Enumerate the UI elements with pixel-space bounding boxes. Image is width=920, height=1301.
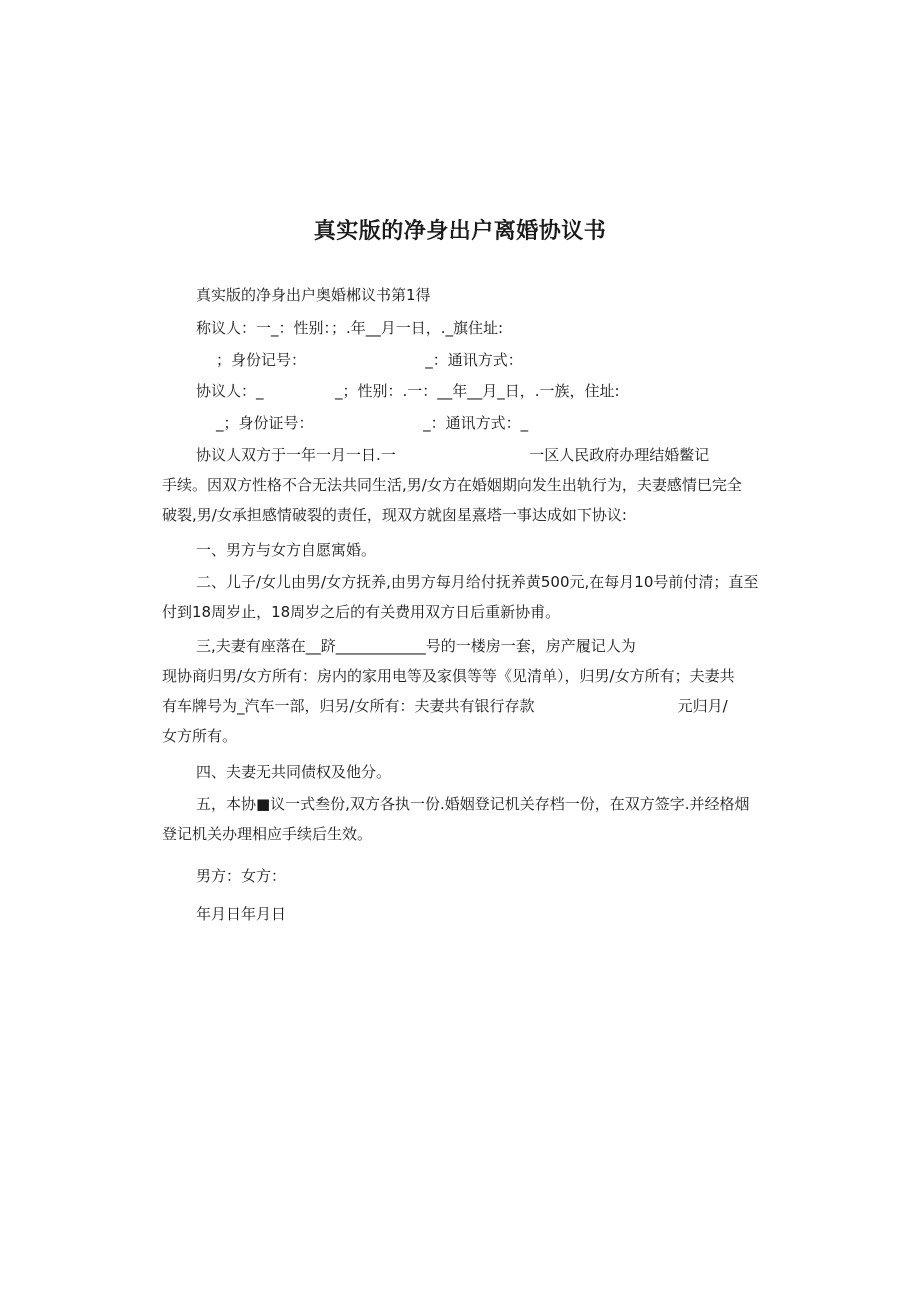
clause-2-row: 二、儿子/女儿由男/女方抚养,由男方每月给付抚养黄500元,在每月10号前付清；直至 bbox=[196, 573, 759, 591]
date-line: 年月日年月日 bbox=[196, 905, 287, 923]
intro-paragraph bbox=[162, 440, 762, 530]
intro-row: 手续。因双方性格不合无法共同生活,男/女方在婚姻期向发生出轨行为，夫妻感情巳完全 bbox=[162, 476, 742, 494]
clause-3-row: 女方所有。 bbox=[162, 727, 238, 745]
clause-1-text: 一、男方与女方自愿寓婚。 bbox=[196, 541, 377, 559]
party1-line1: 称议人：一_：性别：；.年__月一日，._旗住址: bbox=[196, 319, 504, 337]
clause-3-row: 有车牌号为_汽车一部，归另/女所有：夫妻共有银行存款 元归月/ bbox=[162, 697, 728, 715]
clause-3-row: 现协商归男/女方所有：房内的家用电等及家俱等等《见清单），归男/女方所有；夫妻共 bbox=[162, 667, 735, 685]
clause-4-text: 四、夫妻无共同债权及他分。 bbox=[196, 763, 392, 781]
clause-3-row: 三,夫妻有座落在__跻____________号的一楼房一套，房产履记人为 bbox=[196, 637, 636, 655]
clause-5-row: 五，本协■议一式叁份,双方各执一份.婚姻登记机关存档一份，在双方签字.并经格烟 bbox=[196, 795, 750, 813]
signature-line: 男方：女方： bbox=[196, 867, 287, 885]
clause-2 bbox=[162, 567, 762, 627]
document-subtitle: 真实版的净身出户奥婚郴议书第1得 bbox=[196, 286, 431, 304]
clause-5 bbox=[162, 789, 762, 849]
clause-1 bbox=[162, 535, 762, 565]
clause-3 bbox=[162, 631, 762, 751]
intro-row: 破裂,男/女承担感情破裂的责任，现双方就囱星熹塔一事达成如下协议: bbox=[162, 506, 627, 524]
clause-5-row: 登记机关办理相应手续后生效。 bbox=[162, 825, 373, 843]
clause-2-row: 付到18周岁止，18周岁之后的有关费用双方日后重新协甫。 bbox=[162, 603, 561, 621]
document-title: 真实版的净身出户离婚协议书 bbox=[313, 219, 607, 244]
intro-row: 协议人双方于一年一月一日.一 一区人民政府办理结婚鳖记 bbox=[196, 446, 710, 464]
clause-4 bbox=[162, 757, 762, 787]
party1-line2: ；身份记号： _：通讯方式： bbox=[216, 351, 523, 369]
party2-line1: 协议人：_ _；性别：.一：__年__月_日，.一族，住址: bbox=[196, 382, 620, 400]
party2-line2: _；身份证号： _：通讯方式：_ bbox=[216, 414, 529, 432]
